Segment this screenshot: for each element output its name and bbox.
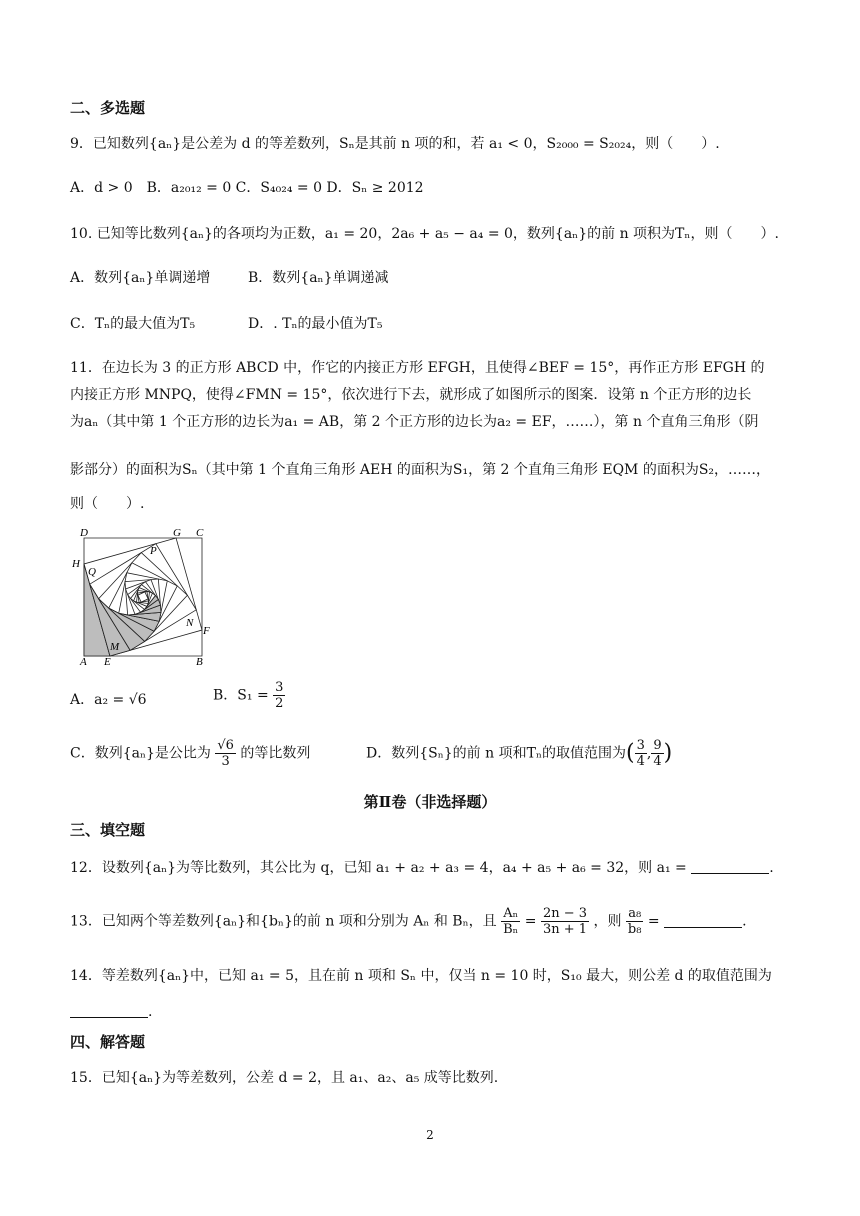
question-11-line-3: 为aₙ（其中第 1 个正方形的边长为a₁ = AB，第 2 个正方形的边长为a₂ = EF，……），第 n 个直角三角形（阴 — [70, 414, 759, 430]
figure-label-p: P — [150, 545, 157, 557]
nested-squares-figure — [72, 520, 222, 670]
question-12-text: 12．设数列{aₙ}为等比数列，其公比为 q，已知 a₁ + a₂ + a₃ = 4，a₄ + a₅ + a₆ = 32，则 a₁ = — [70, 860, 687, 876]
fraction-numerator: 3 — [636, 738, 645, 753]
page-number: 2 — [426, 1128, 434, 1142]
question-13-end: . — [742, 913, 747, 930]
option-d-prefix: D．数列{Sₙ}的前 n 项和Tₙ的取值范围为 — [366, 745, 626, 762]
fraction-numerator: √6 — [217, 738, 234, 753]
figure-label-b: B — [196, 656, 203, 668]
answer-blank-13[interactable] — [664, 913, 742, 928]
question-12 — [70, 858, 774, 878]
answer-blank-12[interactable] — [691, 859, 769, 874]
equals-sign: = — [524, 913, 537, 930]
figure-label-n: N — [186, 617, 194, 629]
question-14-line-2 — [70, 1002, 152, 1022]
question-11-option-d: D．数列{Sₙ}的前 n 项和Tₙ的取值范围为( $\frac{3}{4}$ , $\frac{9}{4}$ ) — [366, 738, 673, 769]
question-11-line-1: 11．在边长为 3 的正方形 ABCD 中，作它的内接正方形 EFGH，且使得∠BEF = 15°，再作正方形 EFGH 的 — [70, 360, 765, 376]
figure-label-f: F — [203, 625, 210, 637]
question-9-options: A．d > 0 B．a₂₀₁₂ = 0 C．S₄₀₂₄ = 0 D．Sₙ ≥ 2012 — [70, 180, 424, 196]
fraction-denominator: 4 — [636, 754, 645, 769]
question-14-line-1: 14．等差数列{aₙ}中，已知 a₁ = 5，且在前 n 项和 Sₙ 中，仅当 n = 10 时，S₁₀ 最大，则公差 d 的取值范围为 — [70, 968, 772, 984]
figure-label-a: A — [80, 656, 87, 668]
figure-label-m: M — [110, 641, 120, 653]
question-11-line-4: 影部分）的面积为Sₙ（其中第 1 个直角三角形 AEH 的面积为S₁，第 2 个直角三角形 EQM 的面积为S₂，……， — [70, 462, 771, 478]
interval-upper-fraction — [651, 738, 663, 769]
question-11-line-5: 则（ ）. — [70, 496, 145, 512]
fraction-denominator: 3n + 1 — [542, 922, 588, 937]
option-b-prefix: B．S₁ = — [213, 687, 269, 704]
figure-label-c: C — [196, 527, 204, 539]
question-12-end: . — [769, 860, 774, 876]
question-15: 15．已知{aₙ}为等差数列，公差 d = 2，且 a₁、a₂、a₅ 成等比数列. — [70, 1070, 499, 1086]
question-10-option-b: B．数列{aₙ}单调递减 — [248, 270, 389, 286]
question-10-option-d: D．. Tₙ的最小值为T₅ — [248, 316, 383, 332]
interval-lower-fraction — [635, 738, 647, 769]
section-heading-solutions: 四、解答题 — [70, 1033, 146, 1051]
question-11-option-c — [70, 738, 310, 769]
question-10-option-a: A．数列{aₙ}单调递增 — [70, 270, 211, 286]
option-c-suffix: 的等比数列 — [240, 745, 311, 762]
question-9: 9．已知数列{aₙ}是公差为 d 的等差数列，Sₙ是其前 n 项的和，若 a₁ < 0，S₂₀₀₀ = S₂₀₂₄，则（ ）. — [70, 136, 720, 152]
fraction-denominator: b₈ — [627, 922, 642, 937]
ratio-a-over-b — [501, 906, 520, 937]
question-14-end: . — [148, 1004, 153, 1020]
square-outline — [138, 592, 148, 602]
fraction-numerator: 2n − 3 — [542, 906, 588, 921]
question-11-option-b — [213, 680, 285, 711]
part-2-title: 第Ⅱ卷（非选择题） — [363, 793, 497, 811]
option-c-prefix: C．数列{aₙ}是公比为 — [70, 745, 211, 762]
figure-label-q: Q — [88, 566, 96, 578]
question-10-option-c: C．Tₙ的最大值为T₅ — [70, 316, 196, 332]
option-b-fraction — [273, 680, 285, 711]
fraction-denominator: 2 — [275, 696, 284, 711]
figure-label-d: D — [80, 527, 88, 539]
fraction-denominator: Bₙ — [503, 922, 519, 937]
fraction-denominator: 3 — [221, 754, 230, 769]
section-heading-multi-choice: 二、多选题 — [70, 99, 146, 117]
question-11-line-2: 内接正方形 MNPQ，使得∠FMN = 15°，依次进行下去，就形成了如图所示的图案．设第 n 个正方形的边长 — [70, 387, 752, 403]
fraction-numerator: 9 — [653, 738, 662, 753]
section-heading-fill-in: 三、填空题 — [70, 821, 146, 839]
fraction-denominator: 4 — [653, 754, 662, 769]
option-c-fraction — [215, 738, 236, 769]
figure-label-e: E — [104, 656, 111, 668]
figure-label-g: G — [173, 527, 181, 539]
figure-label-h: H — [72, 558, 80, 570]
fraction-numerator: 3 — [275, 680, 284, 695]
question-10: 10. 已知等比数列{aₙ}的各项均为正数，a₁ = 20，2a₆ + a₅ − a₄ = 0，数列{aₙ}的前 n 项积为Tₙ，则（ ）. — [70, 226, 779, 242]
question-11-option-a: A．a₂ = √6 — [70, 692, 147, 708]
fraction-numerator: Aₙ — [501, 906, 520, 922]
question-13: 13．已知两个等差数列{aₙ}和{bₙ}的前 n 项和分别为 Aₙ 和 Bₙ，且 $\frac{\text{Aₙ}}{\text{Bₙ}}$ = $\frac{2n - 3}{3n + 1}$ ，则 $\frac{\text{a₈}}{\text{b₈}}$ = . — [70, 906, 747, 937]
fraction-numerator: a₈ — [626, 906, 644, 922]
answer-blank-14[interactable] — [70, 1003, 148, 1018]
question-13-mid: ，则 — [593, 913, 622, 930]
question-13-prefix: 13．已知两个等差数列{aₙ}和{bₙ}的前 n 项和分别为 Aₙ 和 Bₙ，且 — [70, 913, 497, 930]
ratio-a8-over-b8 — [626, 906, 644, 937]
ratio-expression — [541, 906, 589, 937]
